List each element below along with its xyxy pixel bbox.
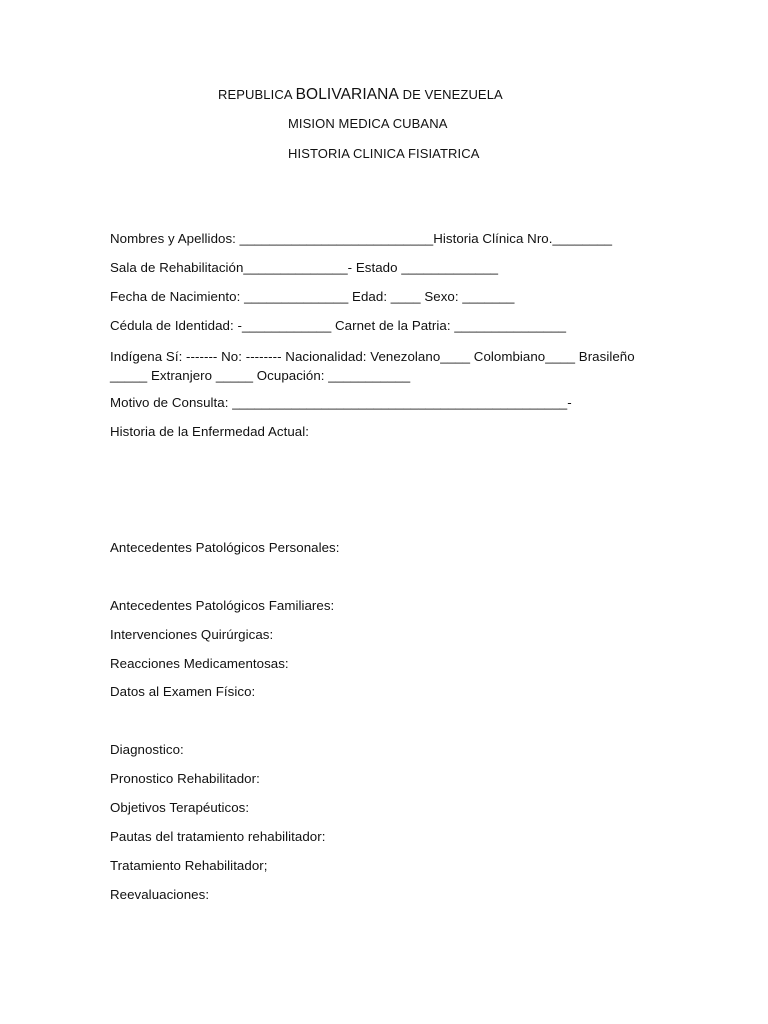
field-reacciones: Reacciones Medicamentosas: (110, 656, 289, 671)
field-sala-estado: Sala de Rehabilitación______________- Estado _____________ (110, 260, 499, 275)
field-motivo-consulta: Motivo de Consulta: _____________________________________________- (110, 395, 572, 410)
field-examen-fisico: Datos al Examen Físico: (110, 684, 256, 699)
field-objetivos: Objetivos Terapéuticos: (110, 800, 250, 815)
field-antecedentes-personales: Antecedentes Patológicos Personales: (110, 540, 340, 555)
field-cedula-carnet: Cédula de Identidad: -____________ Carnet de la Patria: _______________ (110, 318, 567, 333)
field-historia-enfermedad: Historia de la Enfermedad Actual: (110, 424, 309, 439)
field-fecha-edad-sexo: Fecha de Nacimiento: ______________ Edad: ____ Sexo: _______ (110, 289, 515, 304)
field-antecedentes-familiares: Antecedentes Patológicos Familiares: (110, 598, 335, 613)
header-republica-part2: BOLIVARIANA (295, 86, 399, 103)
field-tratamiento: Tratamiento Rehabilitador; (110, 858, 268, 873)
field-nombres-historia: Nombres y Apellidos: __________________________Historia Clínica Nro.________ (110, 231, 613, 246)
field-indigena-nacionalidad: Indígena Sí: ------- No: -------- Nacionalidad: Venezolano____ Colombiano____ Brasileño _____ Extranjero _____ Ocupación: ___________ (110, 349, 635, 383)
header-republica (218, 86, 503, 104)
field-diagnostico: Diagnostico: (110, 742, 184, 757)
field-pronostico: Pronostico Rehabilitador: (110, 771, 260, 786)
field-intervenciones: Intervenciones Quirúrgicas: (110, 627, 274, 642)
header-republica-part1: REPUBLICA (218, 87, 296, 102)
field-pautas: Pautas del tratamiento rehabilitador: (110, 829, 326, 844)
field-reevaluaciones: Reevaluaciones: (110, 887, 210, 902)
header-mision: MISION MEDICA CUBANA (288, 116, 448, 131)
header-historia-clinica: HISTORIA CLINICA FISIATRICA (288, 146, 480, 161)
header-republica-part3: DE VENEZUELA (398, 87, 503, 102)
